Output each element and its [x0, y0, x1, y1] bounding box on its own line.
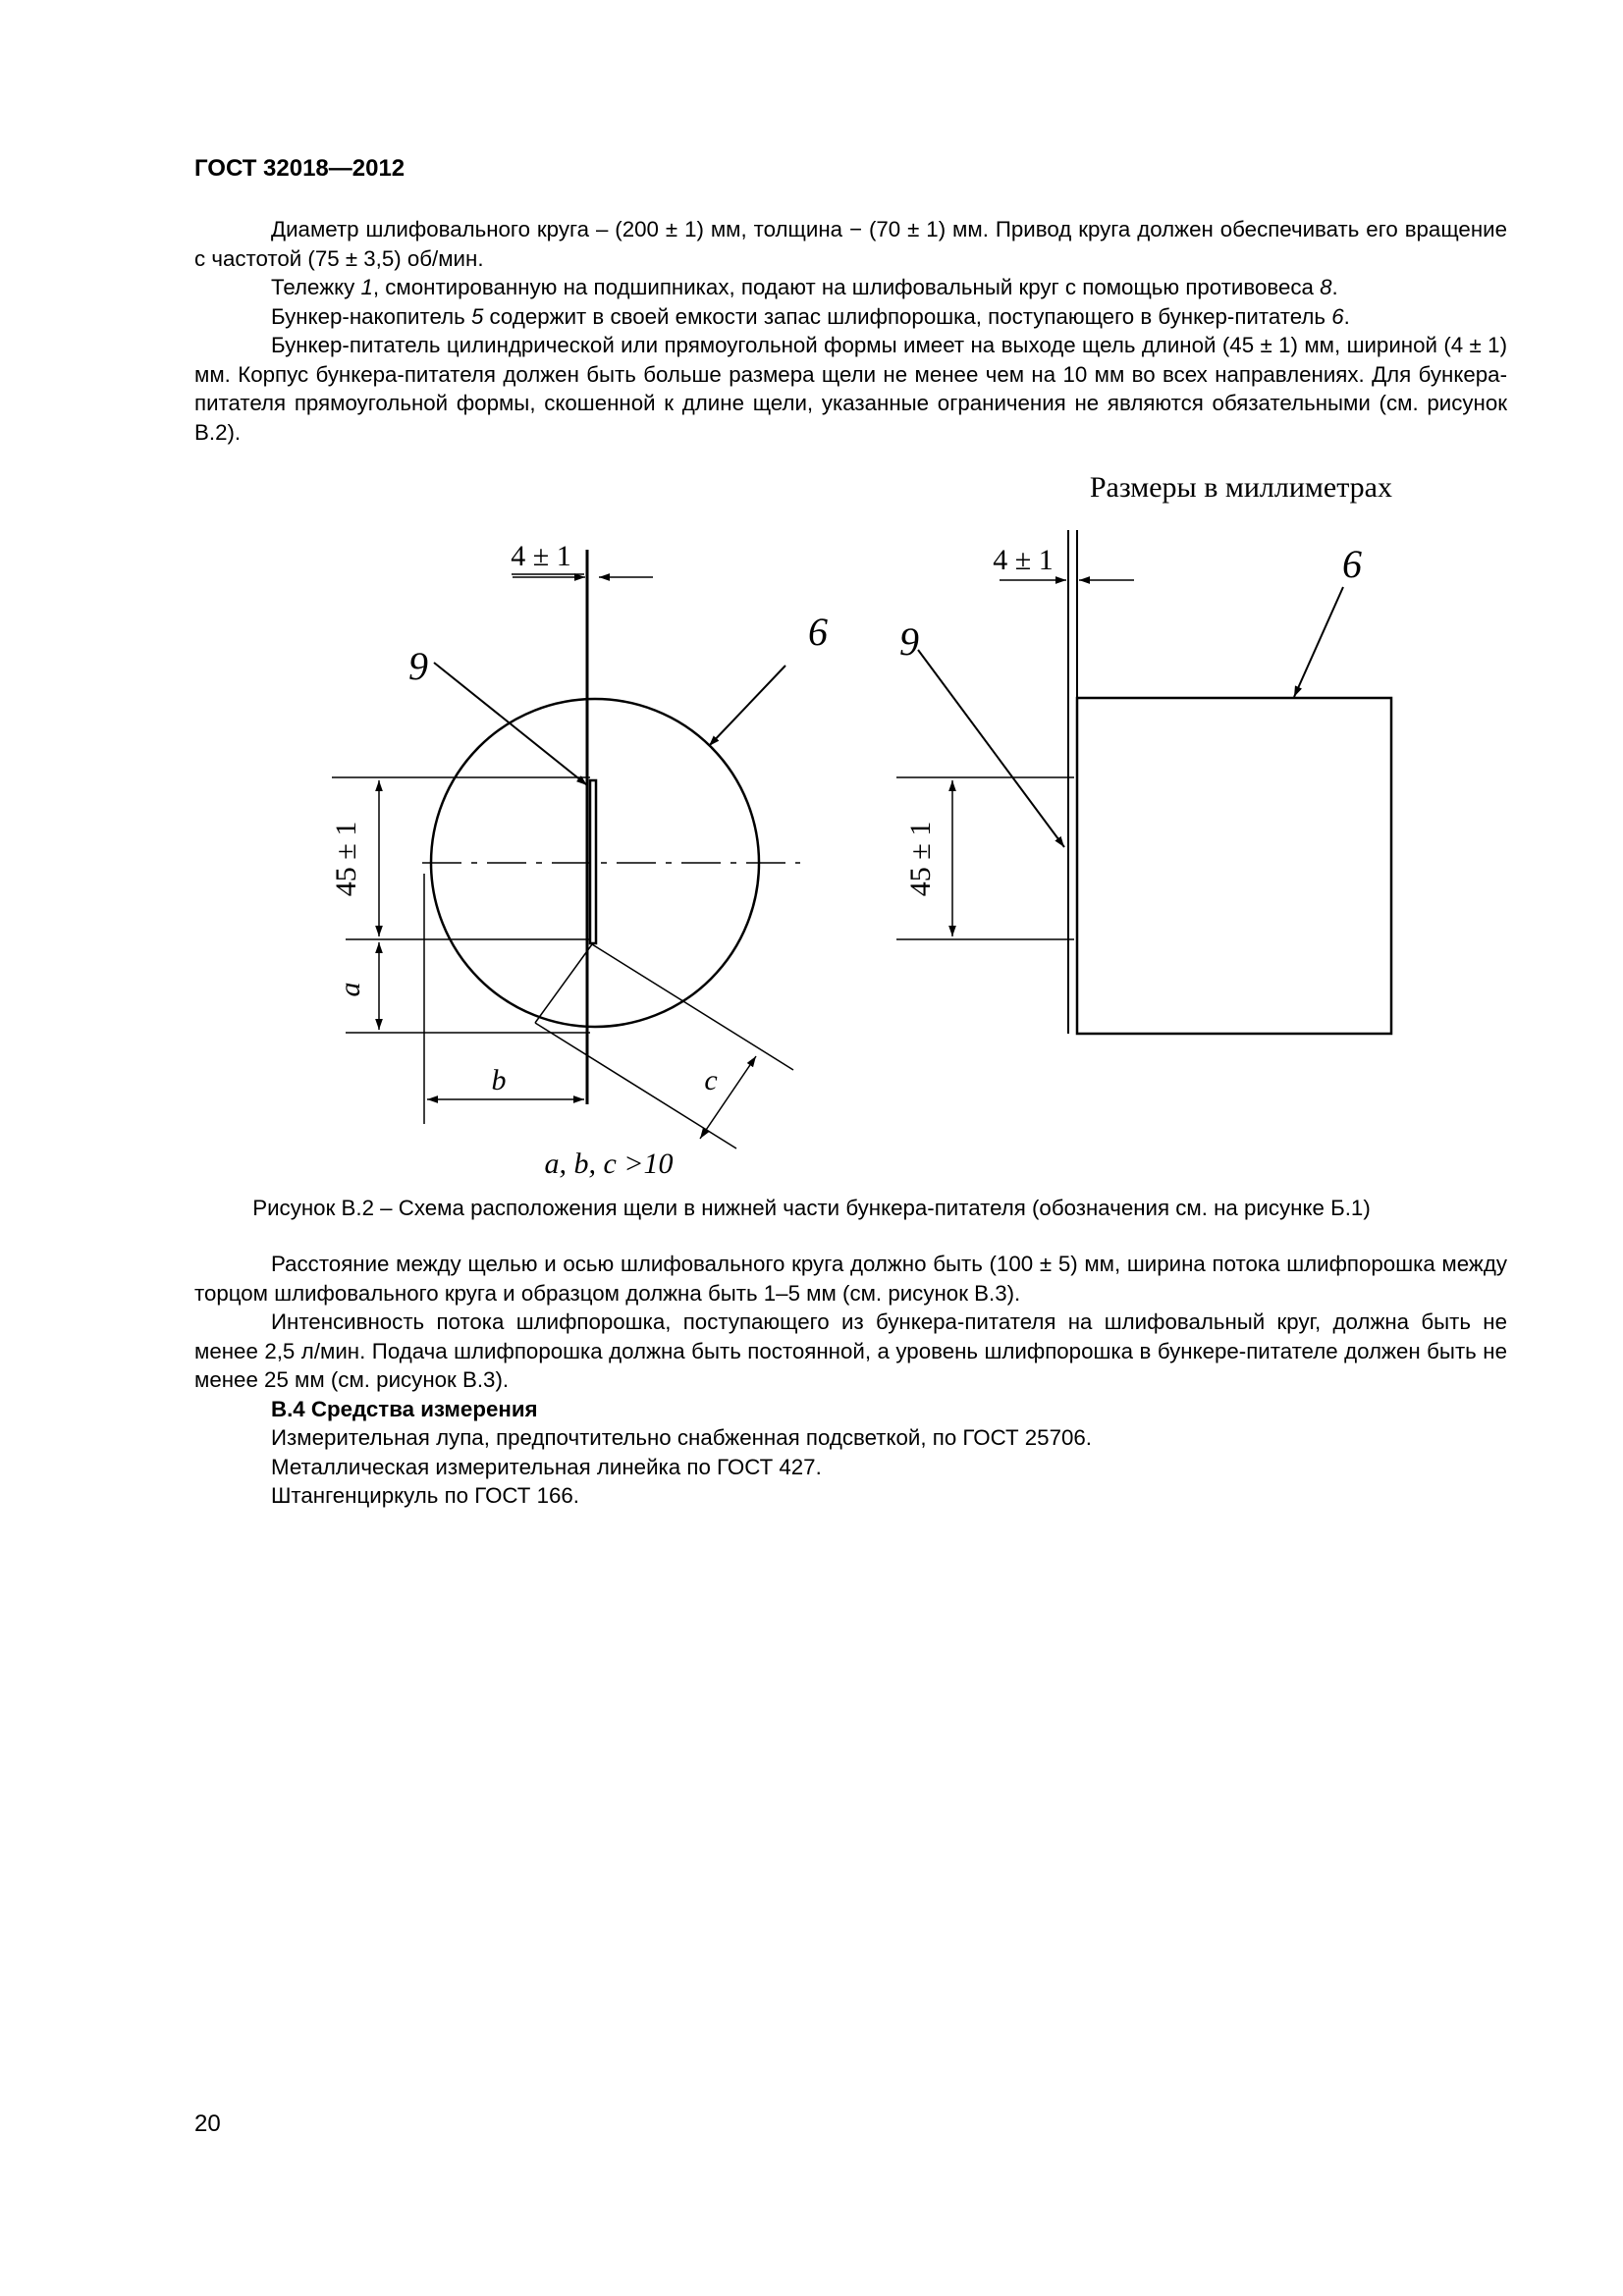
ref-number: 6 [1331, 303, 1344, 329]
dimension-text-length: 45 ± 1 [904, 821, 937, 897]
ref-number: 5 [470, 303, 484, 329]
dimension-text-width: 4 ± 1 [993, 544, 1054, 576]
text-run: . [1331, 275, 1338, 299]
paragraph-wheel-diameter: Диаметр шлифовального круга – (200 ± 1) мм, толщина − (70 ± 1) мм. Привод круга должен обеспечивать его вращение с частотой (75 ± 3,5) об/мин. [194, 217, 1507, 271]
paragraph-flow-intensity: Интенсивность потока шлифпорошка, поступающего из бункера-питателя на шлифовальный круг, должна быть не менее 2,5 л/мин. Подача шлифпорошка должна быть постоянной, а уровень шлифпорошка в бункере-питателе должен быть не менее 25 мм (см. рисунок В.3). [194, 1309, 1507, 1392]
page-number: 20 [194, 2110, 221, 2137]
bottom-text-block [194, 1250, 1507, 1511]
dimension-text-width: 4 ± 1 [511, 540, 571, 572]
dimension-condition: a, b, c >10 [544, 1148, 674, 1180]
label-slot-9: 9 [408, 644, 428, 688]
slot-rectangle [590, 780, 596, 943]
leader-9 [434, 663, 587, 785]
top-text-block [194, 215, 1507, 447]
ref-number: 8 [1320, 275, 1332, 299]
section-heading-text: В.4 Средства измерения [271, 1396, 538, 1421]
text-run: Тележку [271, 275, 361, 299]
rect-hopper [1077, 698, 1391, 1034]
units-note: Размеры в миллиметрах [1089, 471, 1392, 504]
figure-caption: Рисунок В.2 – Схема расположения щели в нижней части бункера-питателя (обозначения см. на рисунке Б.1) [252, 1196, 1371, 1220]
text-run: содержит в своей емкости запас шлифпорошка, поступающего в бункер-питатель [483, 303, 1332, 329]
dimension-text-a: a [334, 982, 366, 997]
list-item: Измерительная лупа, предпочтительно снабженная подсветкой, по ГОСТ 25706. [271, 1425, 1092, 1450]
paragraph-slot-distance: Расстояние между щелью и осью шлифовального круга должно быть (100 ± 5) мм, ширина потока шлифпорошка между торцом шлифовального круга и образцом должна быть 1–5 мм (см. рисунок В.3). [194, 1252, 1507, 1306]
label-hopper-6: 6 [808, 610, 828, 654]
list-item: Металлическая измерительная линейка по ГОСТ 427. [271, 1454, 822, 1479]
section-heading [194, 1395, 1507, 1424]
leader-6 [709, 666, 785, 746]
figure-slot-layout [0, 461, 1623, 1188]
ref-number: 1 [360, 275, 373, 299]
text-run: , смонтированную на подшипниках, подают на шлифовальный круг с помощью противовеса [372, 275, 1321, 299]
document-code-header: ГОСТ 32018—2012 [194, 155, 406, 182]
paragraph-feed-hopper: Бункер-питатель цилиндрической или прямоугольной формы имеет на выходе щель длиной (45 ± 1) мм, шириной (4 ± 1) мм. Корпус бункера-питателя должен быть больше размера щели не менее чем на 10 мм во всех направлениях. Для бункера-питателя прямоугольной формы, скошенной к длине щели, указанные ограничения не являются обязательными (см. рисунок В.2). [194, 333, 1507, 445]
paragraph-storage-hopper [194, 302, 1507, 332]
diagonal-extension [592, 944, 793, 1070]
leader-6 [1294, 587, 1343, 697]
text-run: Бункер-накопитель [271, 303, 471, 329]
label-hopper-6: 6 [1342, 542, 1362, 586]
label-slot-9: 9 [899, 619, 919, 664]
dimension-text-length: 45 ± 1 [330, 821, 362, 897]
leader-9 [918, 650, 1064, 847]
paragraph-cart [194, 273, 1507, 302]
right-view [896, 530, 1391, 1034]
corner-ray [535, 944, 592, 1023]
dimension-text-c: c [704, 1064, 718, 1096]
left-view [332, 550, 800, 1148]
list-item: Штангенциркуль по ГОСТ 166. [271, 1483, 579, 1508]
text-run: . [1343, 303, 1350, 329]
dimension-text-b: b [491, 1064, 507, 1096]
